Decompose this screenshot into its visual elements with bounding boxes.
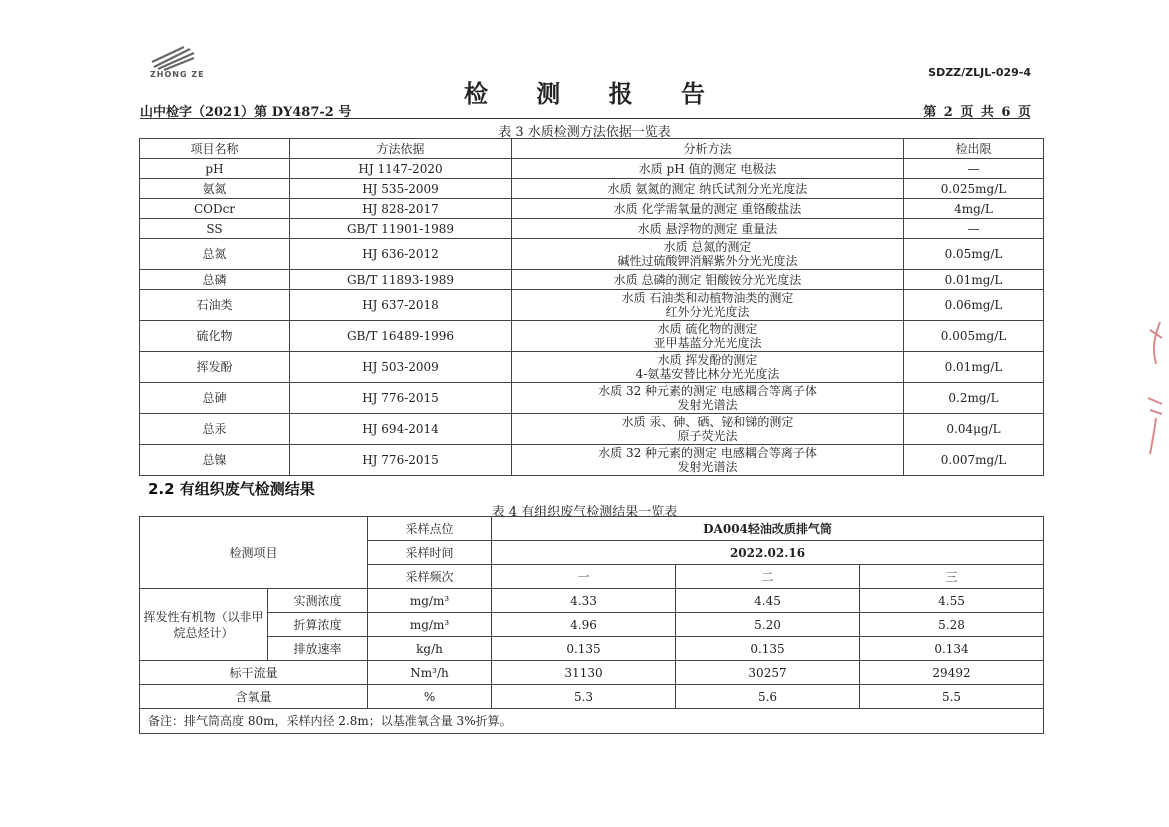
standard: HJ 636-2012 — [290, 239, 512, 270]
method-line1: 水质 石油类和动植物油类的测定 — [621, 291, 794, 305]
standard: GB/T 11893-1989 — [290, 270, 512, 290]
method: 水质 悬浮物的测定 重量法 — [512, 219, 904, 239]
method — [512, 290, 904, 321]
item-name: 总汞 — [140, 414, 290, 445]
method-line1: 水质 汞、砷、硒、铋和锑的测定 — [621, 415, 794, 429]
table-row — [140, 199, 1044, 219]
table-header-row — [140, 139, 1044, 159]
method — [512, 414, 904, 445]
table-row — [140, 239, 1044, 270]
detection-limit: — — [904, 159, 1044, 179]
detection-limit: 0.025mg/L — [904, 179, 1044, 199]
value: 0.134 — [860, 637, 1044, 661]
item-name: 硫化物 — [140, 321, 290, 352]
table-row — [140, 637, 1044, 661]
table-row — [140, 709, 1044, 734]
value: 31130 — [492, 661, 676, 685]
method — [512, 239, 904, 270]
detection-limit: 0.005mg/L — [904, 321, 1044, 352]
table-row — [140, 219, 1044, 239]
standard: HJ 694-2014 — [290, 414, 512, 445]
freq-3: 三 — [860, 565, 1044, 589]
standard: HJ 776-2015 — [290, 383, 512, 414]
table-row — [140, 661, 1044, 685]
detection-limit: 0.06mg/L — [904, 290, 1044, 321]
time-value: 2022.02.16 — [492, 541, 1044, 565]
standard: HJ 503-2009 — [290, 352, 512, 383]
value: 4.96 — [492, 613, 676, 637]
value: 4.45 — [676, 589, 860, 613]
unit: mg/m³ — [368, 613, 492, 637]
header-divider — [140, 118, 1030, 119]
exhaust-result-table — [139, 516, 1044, 734]
item-name: 总氮 — [140, 239, 290, 270]
value: 4.55 — [860, 589, 1044, 613]
detection-limit: 0.01mg/L — [904, 270, 1044, 290]
item-header: 检测项目 — [140, 517, 368, 589]
table-row — [140, 179, 1044, 199]
value: 29492 — [860, 661, 1044, 685]
detection-limit: 0.04μg/L — [904, 414, 1044, 445]
method-line1: 水质 硫化物的测定 — [657, 322, 758, 336]
method — [512, 383, 904, 414]
section-title: 2.2 有组织废气检测结果 — [148, 480, 315, 498]
method-line1: 水质 32 种元素的测定 电感耦合等离子体 — [598, 446, 817, 460]
method: 水质 pH 值的测定 电极法 — [512, 159, 904, 179]
value: 5.5 — [860, 685, 1044, 709]
seal-stamp — [1136, 318, 1166, 458]
item-name: SS — [140, 219, 290, 239]
value: 5.6 — [676, 685, 860, 709]
freq-2: 二 — [676, 565, 860, 589]
method — [512, 445, 904, 476]
row-label: 实测浓度 — [268, 589, 368, 613]
value: 5.20 — [676, 613, 860, 637]
table-row — [140, 589, 1044, 613]
detection-limit: 0.05mg/L — [904, 239, 1044, 270]
header-item: 项目名称 — [140, 139, 290, 159]
item-name: 总磷 — [140, 270, 290, 290]
method: 水质 化学需氧量的测定 重铬酸盐法 — [512, 199, 904, 219]
table-row — [140, 383, 1044, 414]
page-info: 第 2 页 共 6 页 — [923, 105, 1031, 120]
table-row — [140, 159, 1044, 179]
value: 0.135 — [492, 637, 676, 661]
table-row — [140, 321, 1044, 352]
method-line2: 发射光谱法 — [677, 398, 738, 412]
logo-text: ZHONG ZE — [150, 70, 205, 79]
document-code: SDZZ/ZLJL-029-4 — [928, 66, 1031, 79]
standard: GB/T 11901-1989 — [290, 219, 512, 239]
unit: mg/m³ — [368, 589, 492, 613]
method-line2: 碱性过硫酸钾消解紫外分光光度法 — [617, 254, 798, 268]
unit: kg/h — [368, 637, 492, 661]
method-line2: 原子荧光法 — [677, 429, 738, 443]
table-row — [140, 352, 1044, 383]
detection-limit: 0.01mg/L — [904, 352, 1044, 383]
item-name: 总砷 — [140, 383, 290, 414]
row-label: 含氧量 — [140, 685, 368, 709]
table-row — [140, 290, 1044, 321]
unit: % — [368, 685, 492, 709]
voc-group-label: 挥发性有机物（以非甲烷总烃计） — [140, 589, 268, 661]
table-row — [140, 685, 1044, 709]
method-line2: 红外分光光度法 — [665, 305, 750, 319]
table-row — [140, 517, 1044, 541]
method: 水质 总磷的测定 钼酸铵分光光度法 — [512, 270, 904, 290]
method-line2: 4-氨基安替比林分光光度法 — [635, 367, 780, 381]
method — [512, 352, 904, 383]
method-line2: 发射光谱法 — [677, 460, 738, 474]
header-method: 分析方法 — [512, 139, 904, 159]
item-name: 石油类 — [140, 290, 290, 321]
item-name: 总镍 — [140, 445, 290, 476]
table-row — [140, 445, 1044, 476]
detection-limit: 0.007mg/L — [904, 445, 1044, 476]
row-label: 排放速率 — [268, 637, 368, 661]
page-title: 检 测 报 告 — [463, 79, 726, 108]
header-standard: 方法依据 — [290, 139, 512, 159]
freq-1: 一 — [492, 565, 676, 589]
table4-caption: 表 4 有组织废气检测结果一览表 — [491, 505, 678, 520]
method-line1: 水质 总氮的测定 — [663, 240, 752, 254]
value: 4.33 — [492, 589, 676, 613]
method-line1: 水质 挥发酚的测定 — [657, 353, 758, 367]
unit: Nm³/h — [368, 661, 492, 685]
value: 0.135 — [676, 637, 860, 661]
standard: HJ 535-2009 — [290, 179, 512, 199]
item-name: 氨氮 — [140, 179, 290, 199]
item-name: 挥发酚 — [140, 352, 290, 383]
standard: HJ 828-2017 — [290, 199, 512, 219]
standard: GB/T 16489-1996 — [290, 321, 512, 352]
time-label: 采样时间 — [368, 541, 492, 565]
water-method-table — [139, 138, 1044, 476]
item-name: CODcr — [140, 199, 290, 219]
detection-limit: — — [904, 219, 1044, 239]
method — [512, 321, 904, 352]
value: 5.3 — [492, 685, 676, 709]
report-number: 山中检字（2021）第 DY487-2 号 — [140, 105, 352, 120]
header-limit: 检出限 — [904, 139, 1044, 159]
method-line1: 水质 32 种元素的测定 电感耦合等离子体 — [598, 384, 817, 398]
row-label: 标干流量 — [140, 661, 368, 685]
row-label: 折算浓度 — [268, 613, 368, 637]
point-label: 采样点位 — [368, 517, 492, 541]
table-note: 备注：排气筒高度 80m，采样内径 2.8m；以基准氧含量 3%折算。 — [140, 709, 1044, 734]
standard: HJ 637-2018 — [290, 290, 512, 321]
table-row — [140, 414, 1044, 445]
item-name: pH — [140, 159, 290, 179]
table-row — [140, 270, 1044, 290]
method: 水质 氨氮的测定 纳氏试剂分光光度法 — [512, 179, 904, 199]
detection-limit: 0.2mg/L — [904, 383, 1044, 414]
detection-limit: 4mg/L — [904, 199, 1044, 219]
standard: HJ 1147-2020 — [290, 159, 512, 179]
freq-label: 采样频次 — [368, 565, 492, 589]
value: 5.28 — [860, 613, 1044, 637]
standard: HJ 776-2015 — [290, 445, 512, 476]
point-value: DA004轻油改质排气筒 — [492, 517, 1044, 541]
value: 30257 — [676, 661, 860, 685]
table-row — [140, 613, 1044, 637]
method-line2: 亚甲基蓝分光光度法 — [653, 336, 762, 350]
table3-caption: 表 3 水质检测方法依据一览表 — [498, 125, 671, 140]
